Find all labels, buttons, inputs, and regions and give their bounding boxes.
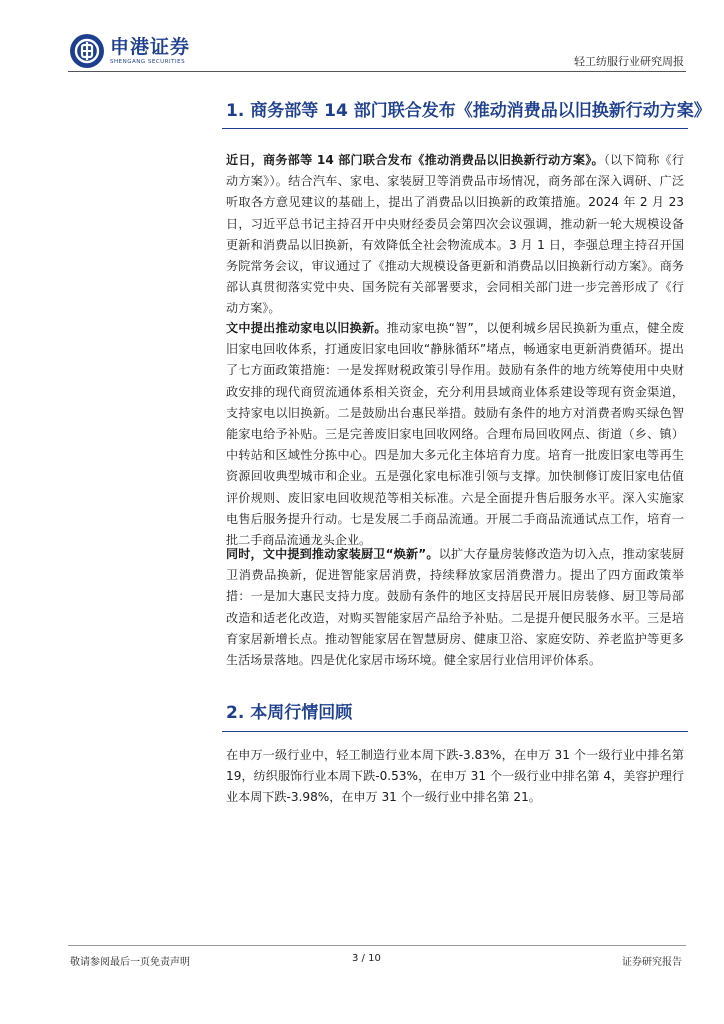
page-header [0, 0, 724, 76]
logo-chinese-name: 申港证券 [110, 36, 191, 58]
logo-english-name: SHENGANG SECURITIES [110, 59, 186, 65]
page-number: 3 / 10 [352, 953, 381, 964]
paragraph-body: 以扩大存量房装修改造为切入点，推动家装厨卫消费品换新，促进智能家居消费，持续释放家居消费潜力。提出了四方面政策举措：一是加大惠民支持力度。鼓励有条件的地区支持居民开展旧房装修、厨卫等局部改造和适老化改造，对购买智能家居产品给予补贴。二是提升便民服务水平。三是培育家居新增长点。推动智能家居在智慧厨房、健康卫浴、家庭安防、养老监护等更多生活场景落地。四是优化家居市场环境。健全家居行业信用评价体系。 [226, 547, 684, 668]
section-1-title: 1. 商务部等 14 部门联合发布《推动消费品以旧换新行动方案》 [226, 101, 711, 121]
section-2-title: 2. 本周行情回顾 [226, 703, 353, 723]
section-2-divider [222, 731, 688, 732]
footer-doc-type: 证券研究报告 [622, 957, 682, 968]
section-1-paragraph-1 [226, 150, 684, 320]
paragraph-body: 推动家电换“智”，以便利城乡居民换新为重点，健全废旧家电回收体系，打通废旧家电回收“静脉循环”堵点，畅通家电更新消费循环。提出了七方面政策措施：一是发挥财税政策引导作用。鼓励有条件的地方统筹使用中央财政安排的现代商贸流通体系相关资金，充分利用县域商业体系建设等现有资金渠道，支持家电以旧换新。二是鼓励出台惠民举措。鼓励有条件的地方对消费者购买绿色智能家电给予补贴。三是完善废旧家电回收网络。合理布局回收网点、街道（乡、镇）中转站和区域性分拣中心。四是加大多元化主体培育力度。培育一批废旧家电等再生资源回收典型城市和企业。五是强化家电标准引领与支撑。加快制修订废旧家电估值评价规则、废旧家电回收规范等相关标准。六是全面提升售后服务水平。深入实施家电售后服务提升行动。七是发展二手商品流通。开展二手商品流通试点工作，培育一批二手商品流通龙头企业。 [226, 321, 684, 548]
section-1-paragraph-2 [226, 318, 684, 551]
section-1-divider [222, 128, 688, 129]
paragraph-body: （以下简称《行动方案》）。结合汽车、家电、家装厨卫等消费品市场情况，商务部在深入调研、广泛听取各方意见建议的基础上，提出了消费品以旧换新的政策措施。2024 年 2 月 23 日，习近平总书记主持召开中央财经委员会第四次会议强调，推动新一轮大规模设备更新和消费品以旧换新，有效降低全社会物流成本。3 月 1 日，李强总理主持召开国务院常务会议，审议通过了《推动大规模设备更新和消费品以旧换新行动方案》。商务部认真贯彻落实党中央、国务院有关部署要求，会同相关部门进一步完善形成了《行动方案》。 [226, 153, 685, 316]
header-divider [68, 71, 686, 72]
section-2-paragraph-1: 在申万一级行业中，轻工制造行业本周下跌-3.83%，在申万 31 个一级行业中排名第 19，纺织服饰行业本周下跌-0.53%，在申万 31 个一级行业中排名第 4，美容护理行业本周下跌-3.98%，在申万 31 个一级行业中排名第 21。 [226, 748, 684, 805]
footer-divider [68, 945, 686, 946]
logo-icon [70, 34, 104, 68]
section-1-paragraph-3 [226, 544, 684, 671]
footer-disclaimer: 敬请参阅最后一页免责声明 [70, 957, 190, 968]
paragraph-lead: 文中提出推动家电以旧换新。 [226, 321, 387, 335]
paragraph-lead: 近日，商务部等 14 部门联合发布《推动消费品以旧换新行动方案》。 [226, 153, 604, 167]
company-logo [70, 34, 190, 68]
report-type: 轻工纺服行业研究周报 [574, 55, 684, 68]
paragraph-lead: 同时，文中提到推动家装厨卫“焕新”。 [226, 547, 439, 561]
